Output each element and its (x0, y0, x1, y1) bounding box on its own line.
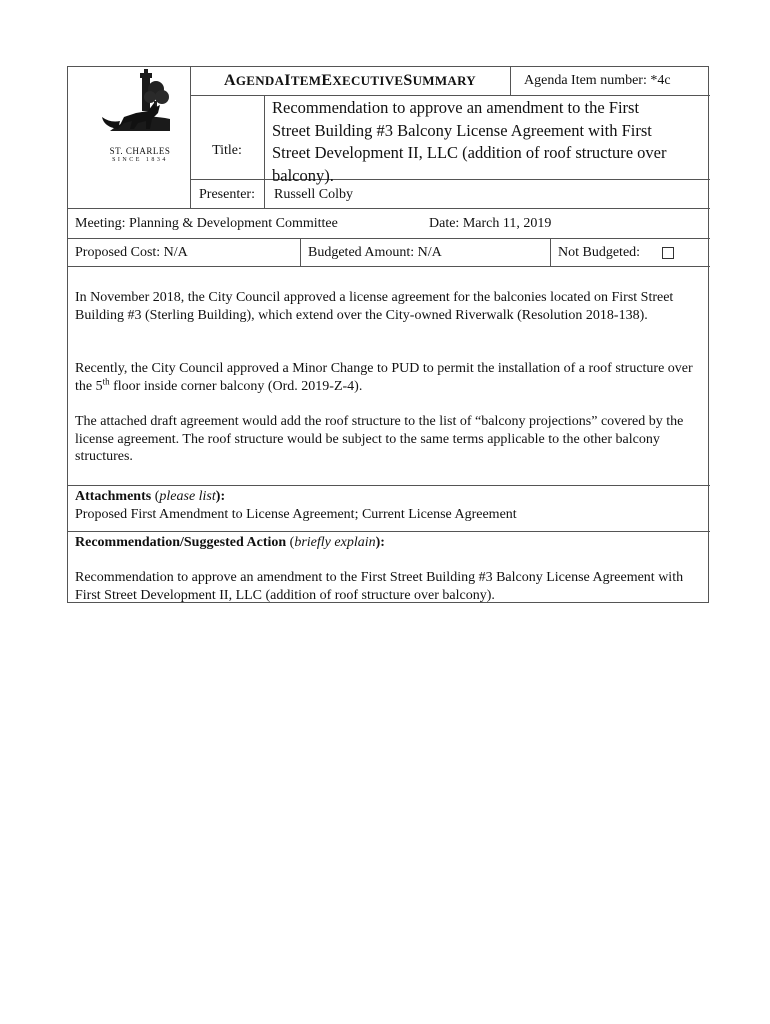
divider (264, 95, 265, 209)
fox-tower-emblem-icon (90, 67, 190, 147)
logo-city-name: ST. CHARLES (109, 146, 171, 156)
divider (68, 485, 710, 486)
summary-paragraph: In November 2018, the City Council approved a license agreement for the balconies located on First Street Building #3 (Sterling Building), which extend over the City-owned Riverwalk (Resolution 2018-138). (75, 290, 674, 323)
presenter-value: Russell Colby (274, 186, 353, 202)
title-line: Street Building #3 Balcony License Agreement with First (272, 120, 652, 140)
recommendation-value: Recommendation to approve an amendment to the First Street Building #3 Balcony License Agreement with First Street Development II, LLC (addition of roof structure over balcony). (75, 570, 684, 603)
heading-word: EXECUTIVE (321, 72, 404, 89)
attachments-heading: Attachments (please list): (75, 489, 226, 504)
logo-since: SINCE 1834 (112, 157, 168, 163)
divider (68, 531, 710, 532)
title-line: balcony). (272, 165, 334, 185)
title-line: Recommendation to approve an amendment to the First (272, 98, 640, 117)
budgeted-amount: Budgeted Amount: N/A (308, 244, 442, 260)
title-label: Title: (212, 143, 242, 158)
divider (68, 266, 710, 267)
title-line: Street Development II, LLC (addition of roof structure over (272, 143, 667, 162)
not-budgeted-field (558, 239, 674, 266)
form-heading (190, 67, 510, 95)
proposed-cost: Proposed Cost: N/A (75, 244, 188, 260)
presenter-label: Presenter: (199, 186, 255, 202)
divider (300, 238, 301, 266)
agenda-item-number: Agenda Item number: *4c (524, 73, 671, 88)
attachments-value: Proposed First Amendment to License Agreement; Current License Agreement (75, 507, 517, 522)
not-budgeted-checkbox[interactable] (662, 247, 674, 259)
city-logo (90, 67, 190, 209)
not-budgeted-label: Not Budgeted: (558, 244, 641, 260)
heading-word: SUMMARY (403, 72, 476, 89)
recommendation-heading: Recommendation/Suggested Action (briefly explain): (75, 535, 385, 550)
executive-summary-form (67, 66, 709, 603)
divider (510, 67, 511, 95)
meeting-text: Meeting: Planning & Development Committee (75, 215, 338, 231)
title-text (272, 97, 704, 187)
meeting-date: Date: March 11, 2019 (429, 215, 552, 231)
heading-word: AGENDA (223, 72, 285, 89)
divider (550, 238, 551, 266)
summary-paragraph: The attached draft agreement would add the roof structure to the list of “balcony projections” covered by the license agreement. The roof structure would be subject to the same terms applicable to the other balcony structures. (75, 414, 684, 464)
divider (190, 95, 710, 96)
heading-word: ITEM (284, 72, 322, 89)
summary-paragraph: Recently, the City Council approved a Minor Change to PUD to permit the installation of a roof structure over the 5th floor inside corner balcony (Ord. 2019-Z-4). (75, 361, 693, 394)
